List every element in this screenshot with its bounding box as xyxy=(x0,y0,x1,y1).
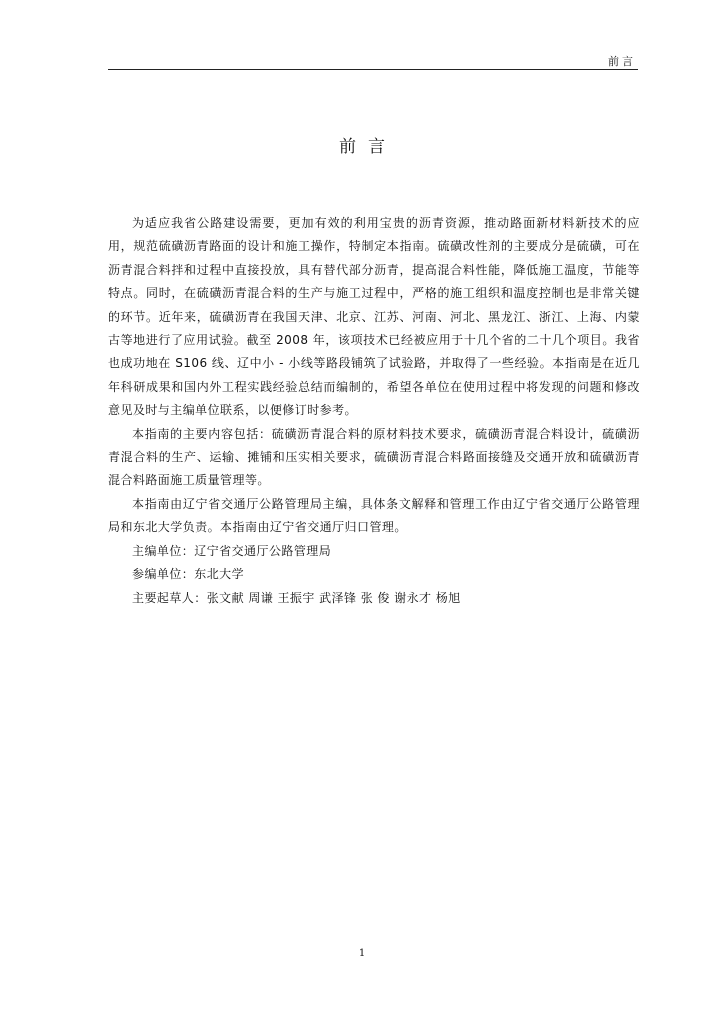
header-rule xyxy=(108,69,638,70)
body-text xyxy=(108,212,640,610)
page-number: 1 xyxy=(358,948,366,959)
paragraph-contents: 本指南的主要内容包括：硫磺沥青混合料的原材料技术要求，硫磺沥青混合料设计，硫磺沥青混合料的生产、运输、摊铺和压实相关要求，硫磺沥青混合料路面接缝及交通开放和硫磺沥青混合料路面施工质量管理等。 xyxy=(108,426,640,488)
participating-unit: 参编单位：东北大学 xyxy=(132,567,245,582)
main-drafters: 主要起草人：张文献 周谦 王振宇 武泽锋 张 俊 谢永才 杨旭 xyxy=(132,590,461,605)
page-title: 前言 xyxy=(339,137,397,157)
chief-editor-unit: 主编单位：辽宁省交通厅公路管理局 xyxy=(132,543,332,558)
paragraph-responsibility: 本指南由辽宁省交通厅公路管理局主编，具体条文解释和管理工作由辽宁省交通厅公路管理局和东北大学负责。本指南由辽宁省交通厅归口管理。 xyxy=(108,496,640,535)
running-header: 前言 xyxy=(608,55,636,68)
paragraph-intro: 为适应我省公路建设需要，更加有效的利用宝贵的沥青资源，推动路面新材料新技术的应用，规范硫磺沥青路面的设计和施工操作，特制定本指南。硫磺改性剂的主要成分是硫磺，可在沥青混合料拌和过程中直接投放，具有替代部分沥青，提高混合料性能，降低施工温度，节能等特点。同时，在硫磺沥青混合料的生产与施工过程中，严格的施工组织和温度控制也是非常关键的环节。近年来，硫磺沥青在我国天津、北京、江苏、河南、河北、黑龙江、浙江、上海、内蒙古等地进行了应用试验。截至 2008 年，该项技术已经被应用于十几个省的二十几个项目。我省也成功地在 S106 线、辽中小 - 小线等路段铺筑了试验路，并取得了一些经验。本指南是在近几年科研成果和国内外工程实践经验总结而编制的，希望各单位在使用过程中将发现的问题和修改意见及时与主编单位联系，以便修订时参考。 xyxy=(108,216,640,418)
